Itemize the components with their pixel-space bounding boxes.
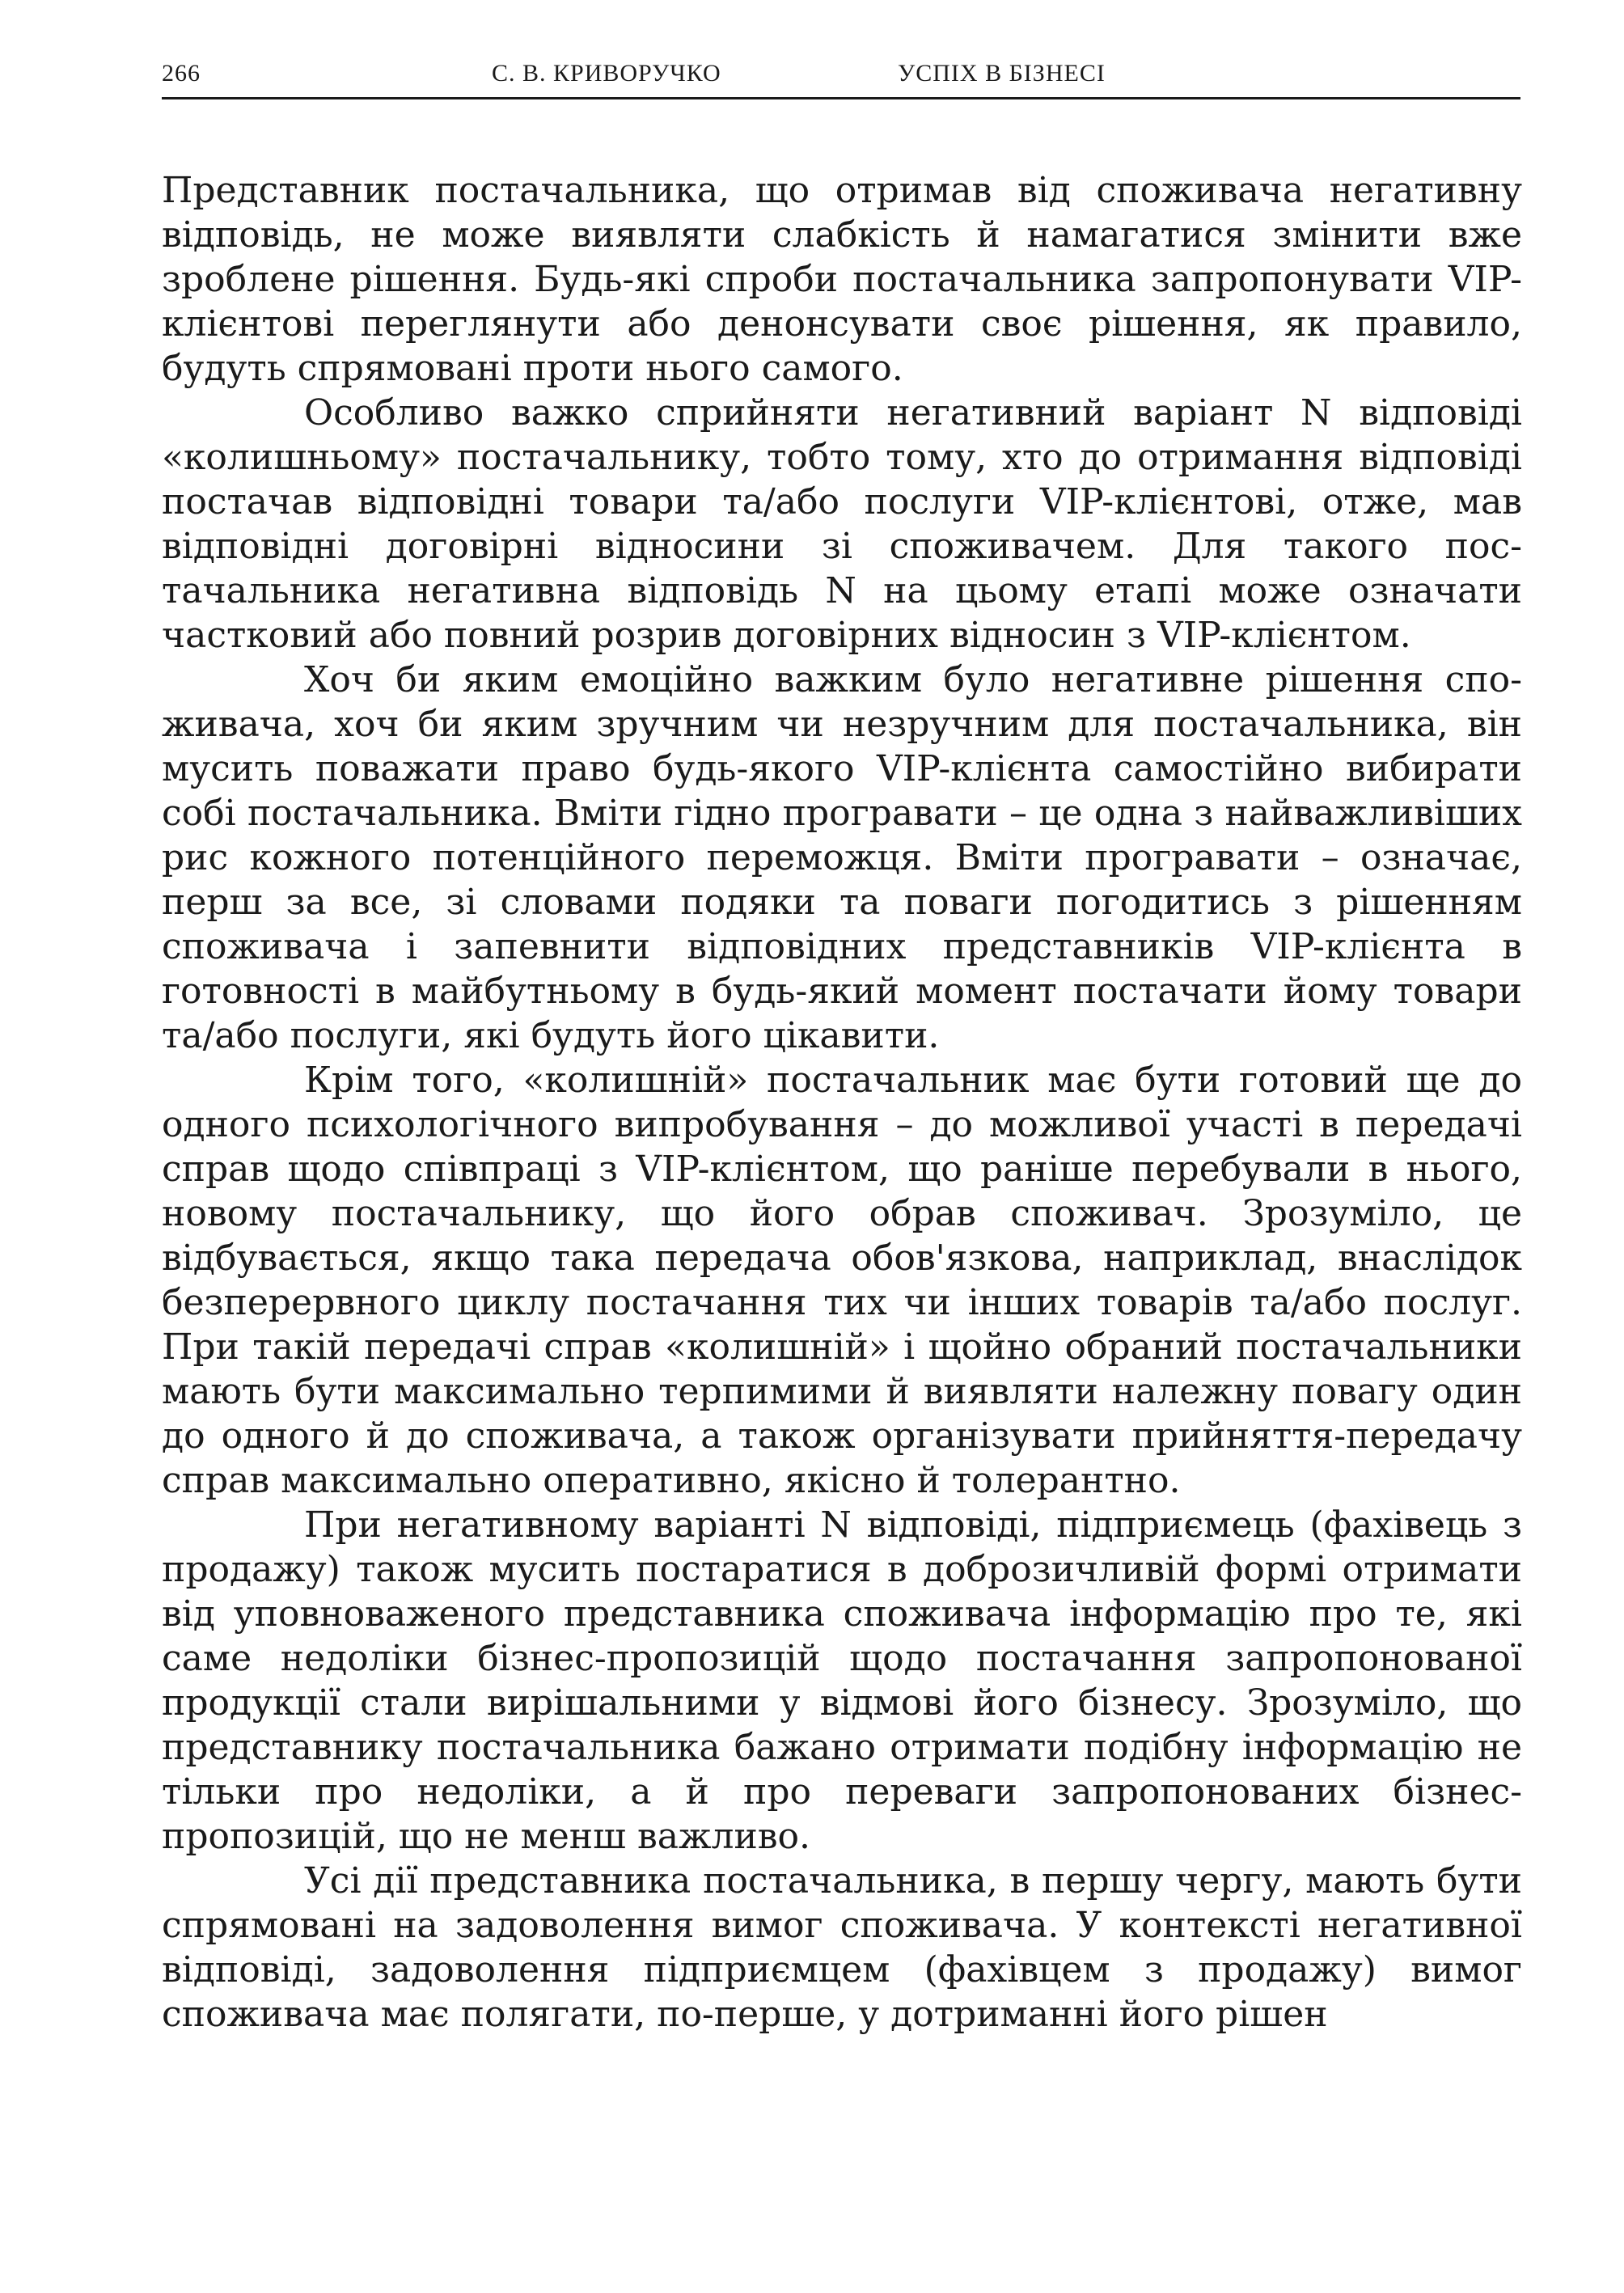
book-title: УСПІХ В БІЗНЕСІ [898, 60, 1106, 87]
body-text [162, 168, 1522, 2037]
paragraph-6: Усі дії представника постачальника, в першу чергу, мають бути спрямовані на задоволення вимог споживача. У контексті негативної відповіді, задоволення підприємцем (фахівцем з продажу) вимог споживача має полягати, по-перше, у дотриманні його рішен [162, 1860, 1522, 2035]
page-number: 266 [162, 60, 201, 87]
paragraph-2: Особливо важко сприйняти негативний варіант N відповіді «колишньому» постачальнику, тобто тому, хто до отримання відповіді постачав відповідні товари та/або послуги VIP-клієнтові, отже, мав відповідні договірні відносини зі споживачем. Для такого постачальника негативна відповідь N на цьому етапі може означати частковий або повний розрив договірних відносин з VIP-клієнтом. [162, 392, 1522, 656]
paragraph-4: Крім того, «колишній» постачальник має бути готовий ще до одного психологічного випробування – до можливої участі в передачі справ щодо співпраці з VIP-клієнтом, що раніше перебували в нього, новому постачальнику, що його обрав споживач. Зрозуміло, це відбувається, якщо така передача обов'язкова, наприклад, внаслідок безперервного циклу постачання тих чи інших товарів та/або послуг. При такій передачі справ «колишній» і щойно обраний постачальники мають бути максимально терпимими й виявляти належну повагу один до одного й до споживача, а також організувати прийняття-передачу справ максимально оперативно, якісно й толерантно. [162, 1060, 1522, 1501]
running-header [162, 55, 1520, 99]
author-name: С. В. КРИВОРУЧКО [492, 60, 721, 87]
paragraph-5: При негативному варіанті N відповіді, підприємець (фахівець з продажу) також мусить постаратися в доброзичливій формі отримати від уповноваженого представника споживача інформацію про те, які саме недоліки бізнес-пропозицій щодо постачання запропонованої продукції стали вирішальними у відмові його бізнесу. Зрозуміло, що представнику постачальника бажано отримати подібну інформацію не тільки про недоліки, а й про переваги запропонованих бізнес-пропозицій, що не менш важливо. [162, 1504, 1522, 1857]
paragraph-3: Хоч би яким емоційно важким було негативне рішення споживача, хоч би яким зручним чи незручним для постачальника, він мусить поважати право будь-якого VIP-клієнта самостійно вибирати собі постачальника. Вміти гідно програвати – це одна з найважливіших рис кожного потенційного переможця. Вміти програвати – означає, перш за все, зі словами подяки та поваги погодитись з рішенням споживача і запевнити відповідних представників VIP-клієнта в готовності в майбутньому в будь-який момент постачати йому товари та/або послуги, які будуть його цікавити. [162, 659, 1522, 1056]
paragraph-1: Представник постачальника, що отримав від споживача негативну відповідь, не може виявляти слабкість й намагатися змінити вже зроблене рішення. Будь-які спроби постачальника запропонувати VIP-клієнтові переглянути або денонсувати своє рішення, як правило, будуть спрямовані проти нього самого. [162, 170, 1522, 389]
